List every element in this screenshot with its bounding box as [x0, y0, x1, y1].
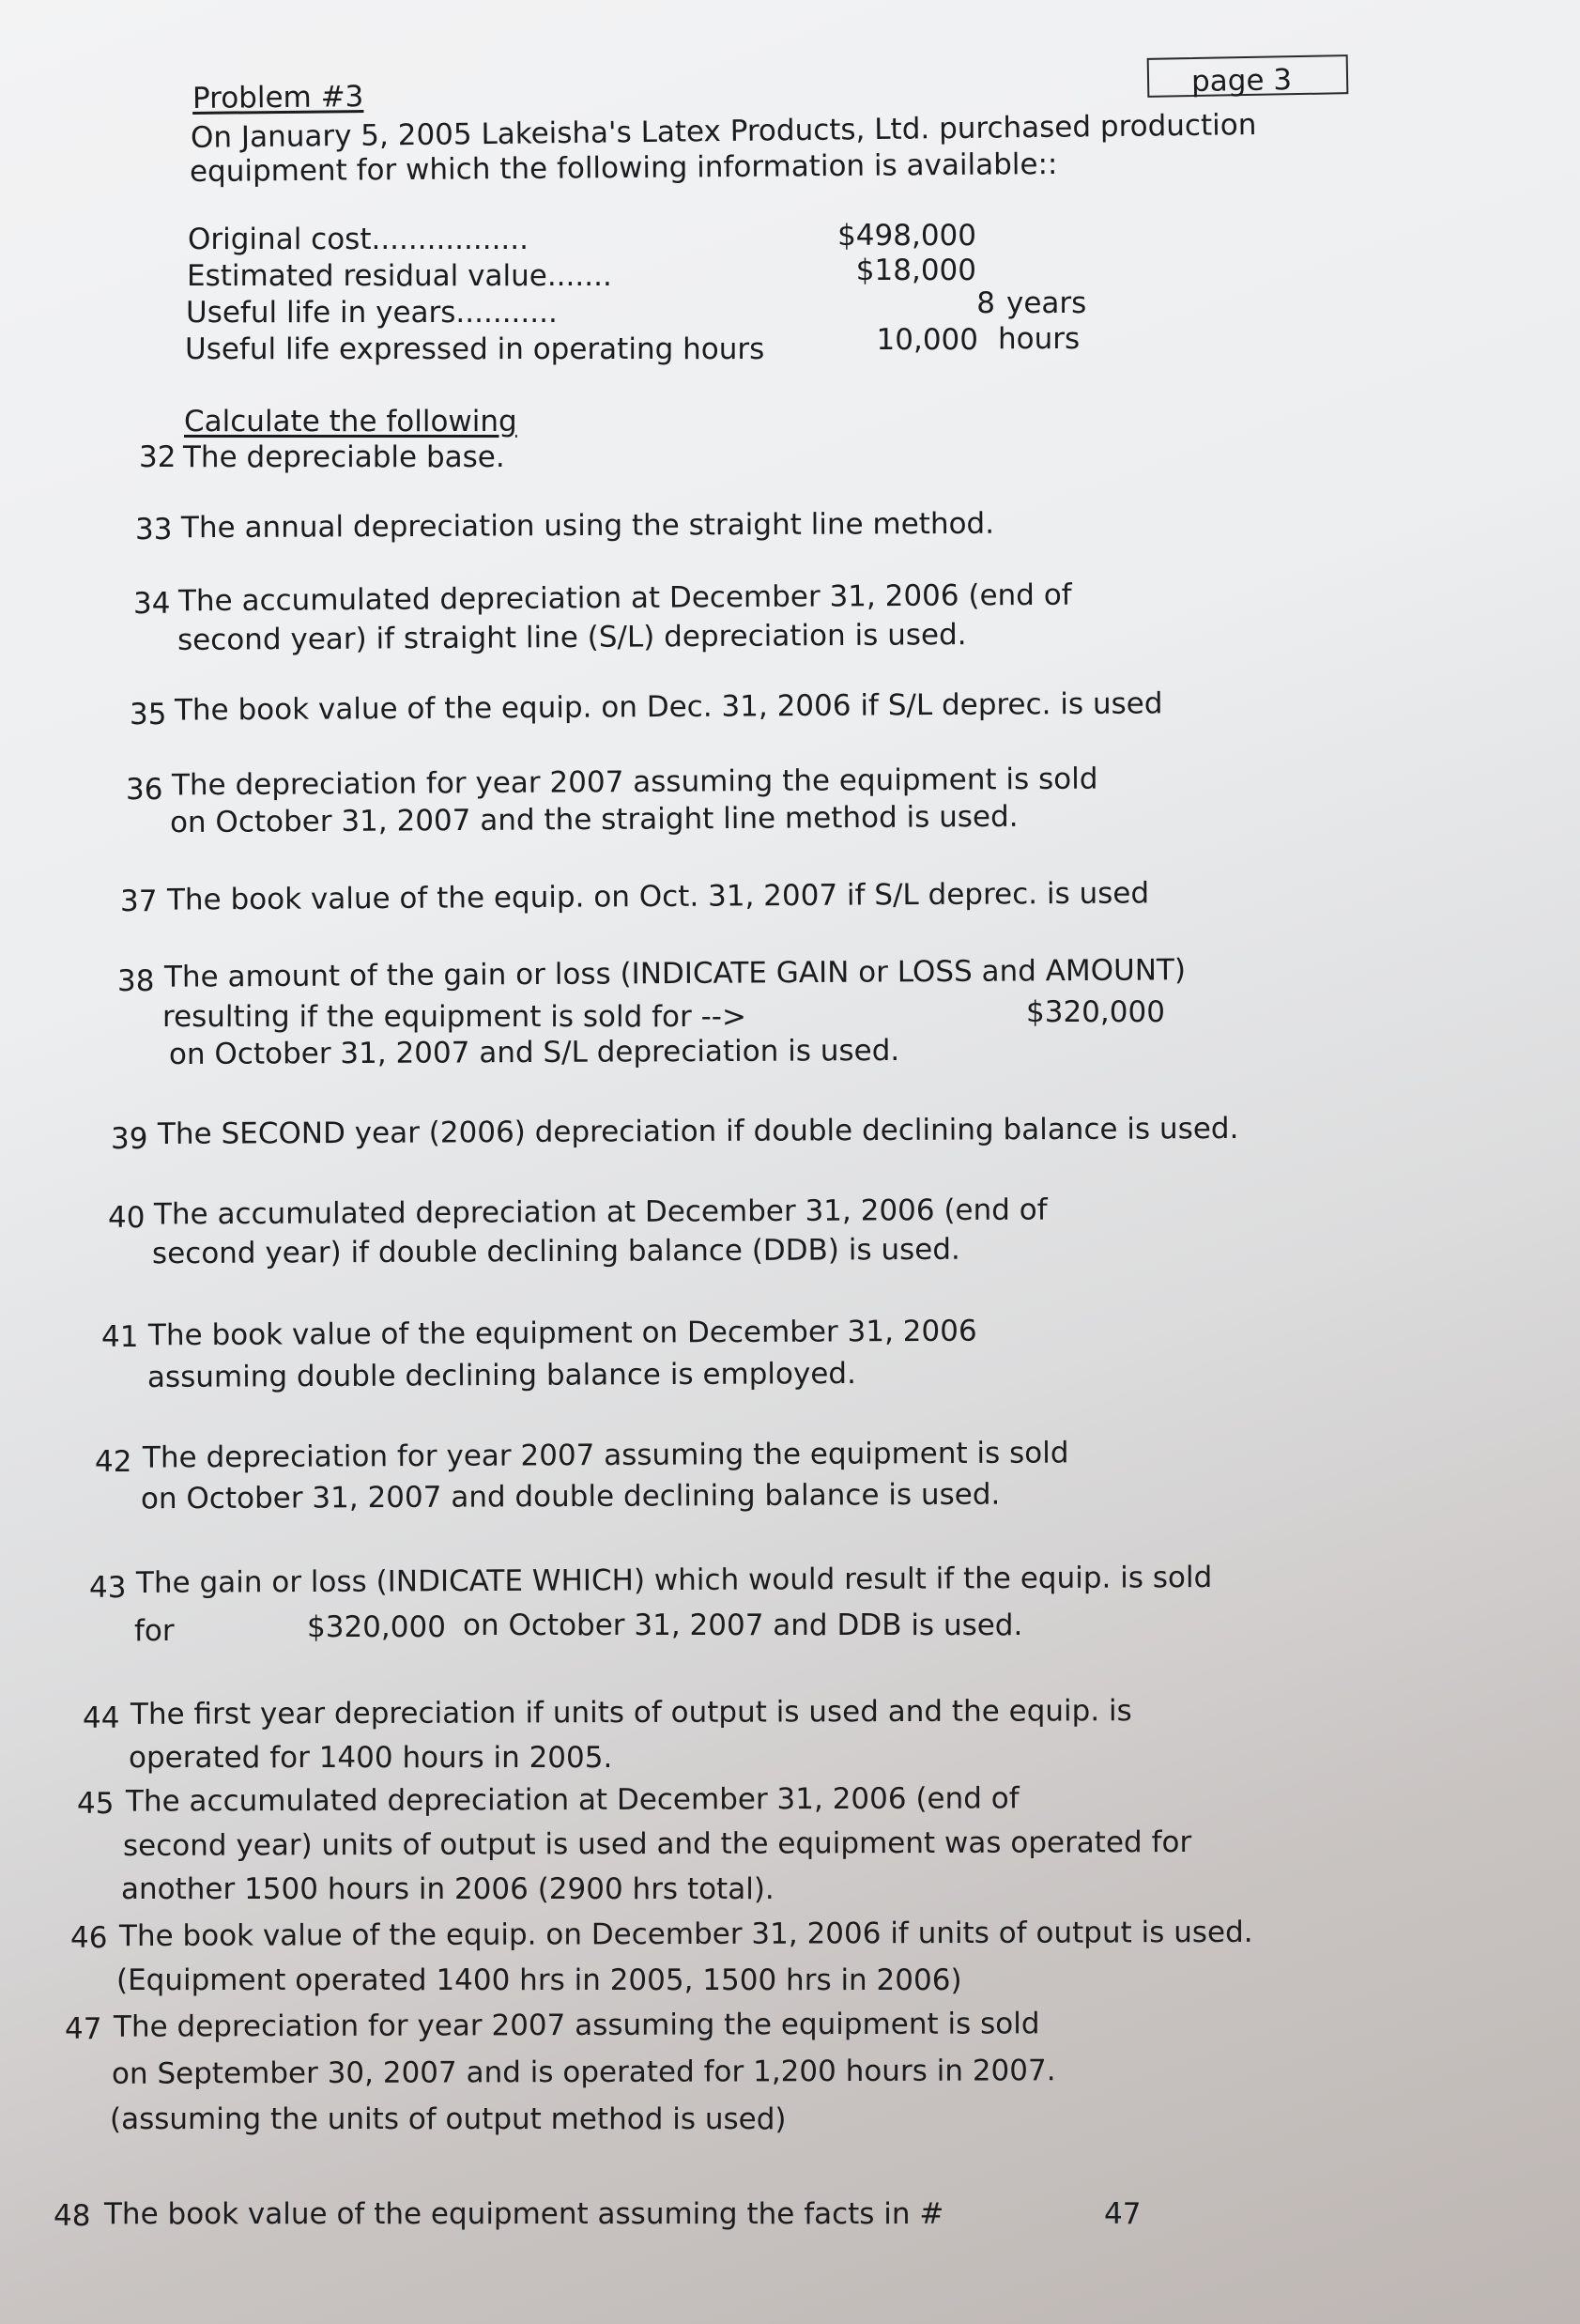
info-unit-years: years [1006, 286, 1087, 320]
question-number: 46 [70, 1921, 108, 1955]
info-value-operating-hours: 10,000 [876, 323, 978, 357]
question-number: 44 [83, 1701, 120, 1735]
question-text: on September 30, 2007 and is operated for 1,200 hours in 2007. [111, 2054, 1056, 2091]
question-number: 39 [111, 1122, 148, 1156]
question-text: (assuming the units of output method is used) [110, 2102, 787, 2136]
question-text: The accumulated depreciation at December 31, 2006 (end of [177, 577, 1072, 619]
sale-amount: $320,000 [1026, 995, 1165, 1029]
question-text: second year) if double declining balance (DDB) is used. [151, 1232, 960, 1271]
question-text: on October 31, 2007 and DDB is used. [463, 1608, 1023, 1642]
question-text: The accumulated depreciation at December 31, 2006 (end of [125, 1781, 1020, 1819]
question-text: The book value of the equip. on Oct. 31, 2007 if S/L deprec. is used [166, 876, 1150, 917]
info-label-operating-hours: Useful life expressed in operating hours [185, 332, 765, 366]
question-text: (Equipment operated 1400 hrs in 2005, 1500 hrs in 2006) [116, 1963, 962, 1997]
question-number: 32 [139, 440, 176, 474]
question-number: 43 [89, 1571, 127, 1605]
question-number: 48 [54, 2199, 91, 2233]
question-text: The accumulated depreciation at December 31, 2006 (end of [153, 1193, 1048, 1232]
info-value-residual-value: $18,000 [855, 254, 976, 287]
question-text: The depreciation for year 2007 assuming the equipment is sold [142, 1436, 1069, 1475]
question-text: The book value of the equipment assuming the facts in # [104, 2197, 944, 2231]
question-text: The book value of the equipment on December 31, 2006 [147, 1314, 977, 1353]
question-text: The depreciation for year 2007 assuming the equipment is sold [171, 762, 1098, 803]
info-label-original-cost: Original cost................. [188, 223, 529, 256]
question-text: for [134, 1614, 175, 1648]
question-text: on October 31, 2007 and the straight line method is used. [169, 799, 1019, 840]
question-text: another 1500 hours in 2006 (2900 hrs total). [121, 1872, 775, 1906]
question-text: The depreciation for year 2007 assuming the equipment is sold [113, 2007, 1040, 2044]
info-value-original-cost: $498,000 [837, 219, 976, 253]
question-number: 47 [65, 2012, 102, 2046]
page-number-box [1147, 54, 1349, 98]
question-text: The gain or loss (INDICATE WHICH) which would result if the equip. is sold [135, 1560, 1213, 1601]
info-unit-hours: hours [998, 322, 1081, 356]
question-text: assuming double declining balance is employed. [146, 1357, 856, 1394]
question-text: The first year depreciation if units of output is used and the equip. is [130, 1694, 1132, 1731]
question-number: 42 [95, 1445, 132, 1479]
info-label-residual-value: Estimated residual value....... [187, 259, 612, 293]
calc-heading: Calculate the following [184, 405, 517, 439]
question-number: 38 [117, 964, 155, 998]
question-text: The book value of the equip. on Dec. 31, 2006 if S/L deprec. is used [174, 686, 1163, 728]
info-label-useful-life-years: Useful life in years........... [186, 296, 558, 330]
info-value-useful-life-years: 8 [976, 286, 995, 320]
question-number: 37 [120, 885, 158, 918]
question-text: The depreciable base. [183, 440, 505, 474]
intro-line-1: On January 5, 2005 Lakeisha's Latex Products, Ltd. purchased production [190, 108, 1257, 155]
question-text: second year) units of output is used and the equipment was operated for [122, 1825, 1192, 1863]
question-text: The SECOND year (2006) depreciation if double declining balance is used. [157, 1111, 1239, 1152]
question-number: 34 [133, 587, 171, 621]
question-text: on October 31, 2007 and double declining balance is used. [140, 1477, 1001, 1516]
question-text: The annual depreciation using the straight line method. [180, 506, 995, 546]
page-number: page 3 [1190, 63, 1293, 100]
problem-title: Problem #3 [192, 80, 364, 115]
sale-amount: $320,000 [307, 1610, 446, 1644]
question-text: on October 31, 2007 and S/L depreciation is used. [168, 1033, 900, 1072]
question-number: 33 [135, 513, 173, 546]
question-number: 36 [126, 773, 163, 807]
question-number: 35 [130, 698, 167, 731]
question-number: 41 [101, 1320, 139, 1354]
question-number: 40 [108, 1201, 146, 1235]
intro-line-2: equipment for which the following information is available:: [189, 146, 1058, 190]
question-text: The book value of the equip. on December 31, 2006 if units of output is used. [118, 1915, 1253, 1954]
question-text: resulting if the equipment is sold for --> [162, 1000, 746, 1034]
question-reference: 47 [1104, 2197, 1142, 2231]
question-text: operated for 1400 hours in 2005. [129, 1741, 613, 1775]
question-number: 45 [77, 1787, 115, 1821]
question-text: second year) if straight line (S/L) depreciation is used. [176, 618, 967, 657]
question-text: The amount of the gain or loss (INDICATE GAIN or LOSS and AMOUNT) [163, 953, 1187, 994]
